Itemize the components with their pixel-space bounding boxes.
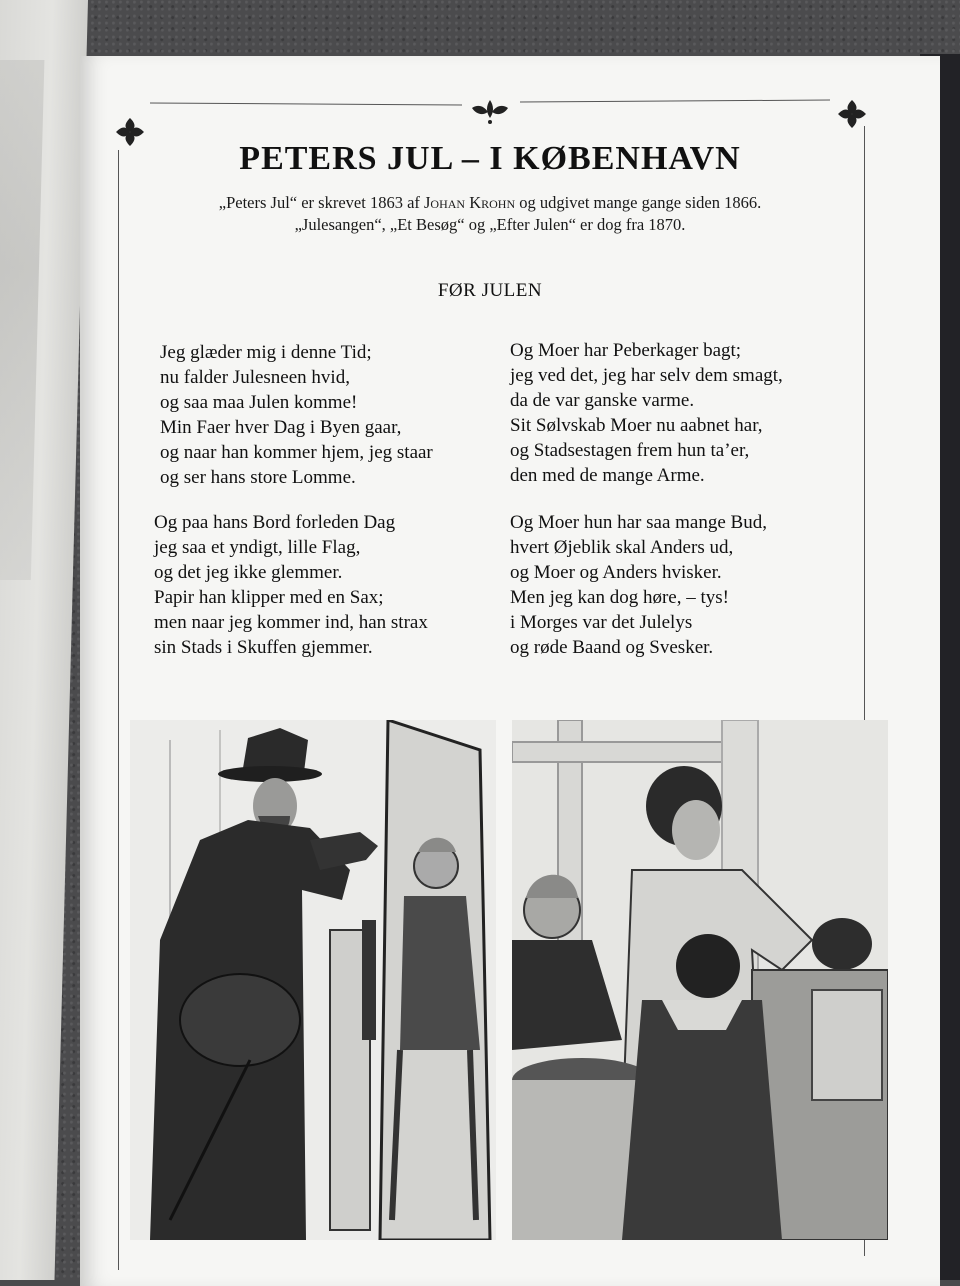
verse-line: nu falder Julesneen hvid, bbox=[160, 367, 350, 388]
stanza-4 bbox=[510, 510, 767, 660]
verse-line: og naar han kommer hjem, jeg staar bbox=[160, 442, 433, 463]
verse-line: hvert Øjeblik skal Anders ud, bbox=[510, 537, 734, 558]
page-title: PETERS JUL – I KØBENHAVN bbox=[239, 140, 741, 177]
verse-line: men naar jeg kommer ind, han strax bbox=[154, 612, 428, 633]
verse-line: sin Stads i Skuffen gjemmer. bbox=[154, 637, 373, 658]
subtitle-text: og udgivet mange gange siden 1866. bbox=[515, 193, 762, 212]
verse-line: Papir han klipper med en Sax; bbox=[154, 587, 384, 608]
fleuron-icon bbox=[834, 96, 870, 132]
verse-line: og røde Baand og Svesker. bbox=[510, 637, 714, 658]
verse-line: Og paa hans Bord forleden Dag bbox=[154, 512, 396, 533]
verse-line: Og Moer har Peberkager bagt; bbox=[510, 340, 742, 361]
verse-line: Jeg glæder mig i denne Tid; bbox=[160, 342, 372, 363]
verse-line: og Stadsestagen frem hun ta’er, bbox=[510, 440, 750, 461]
verse-line: og ser hans store Lomme. bbox=[160, 467, 356, 488]
facing-page-illustration bbox=[0, 60, 44, 580]
verse-line: jeg saa et yndigt, lille Flag, bbox=[154, 537, 361, 558]
mother-baking-illustration bbox=[512, 720, 888, 1240]
verse-line: jeg ved det, jeg har selv dem smagt, bbox=[510, 365, 783, 386]
section-heading: FØR JULEN bbox=[437, 280, 543, 301]
verse-line: den med de mange Arme. bbox=[510, 465, 705, 486]
subtitle-text: „Peters Jul“ er skrevet 1863 af bbox=[218, 193, 425, 212]
verse-line: Men jeg kan dog høre, – tys! bbox=[510, 587, 729, 608]
author-name: Johan Krohn bbox=[424, 193, 516, 212]
subtitle-line-2: „Julesangen“, „Et Besøg“ og „Efter Julen“ er dog fra 1870. bbox=[294, 215, 686, 234]
verse-line: Sit Sølvskab Moer nu aabnet har, bbox=[510, 415, 763, 436]
verse-line: Min Faer hver Dag i Byen gaar, bbox=[160, 417, 402, 438]
stanza-1 bbox=[160, 340, 433, 490]
verse-line: da de var ganske varme. bbox=[510, 390, 695, 411]
frame-left-rule bbox=[118, 150, 119, 1270]
verse-line: og saa maa Julen komme! bbox=[160, 392, 358, 413]
verse-line: og det jeg ikke glemmer. bbox=[154, 562, 343, 583]
verse-line: i Morges var det Julelys bbox=[510, 612, 693, 633]
stanza-3 bbox=[154, 510, 428, 660]
stanza-2 bbox=[510, 338, 783, 488]
verse-line: Og Moer hun har saa mange Bud, bbox=[510, 512, 767, 533]
fleuron-icon bbox=[468, 96, 512, 126]
father-at-door-illustration bbox=[130, 720, 496, 1240]
subtitle-line-1 bbox=[140, 192, 840, 214]
page-subtitle bbox=[140, 192, 840, 236]
verse-line: og Moer og Anders hvisker. bbox=[510, 562, 722, 583]
